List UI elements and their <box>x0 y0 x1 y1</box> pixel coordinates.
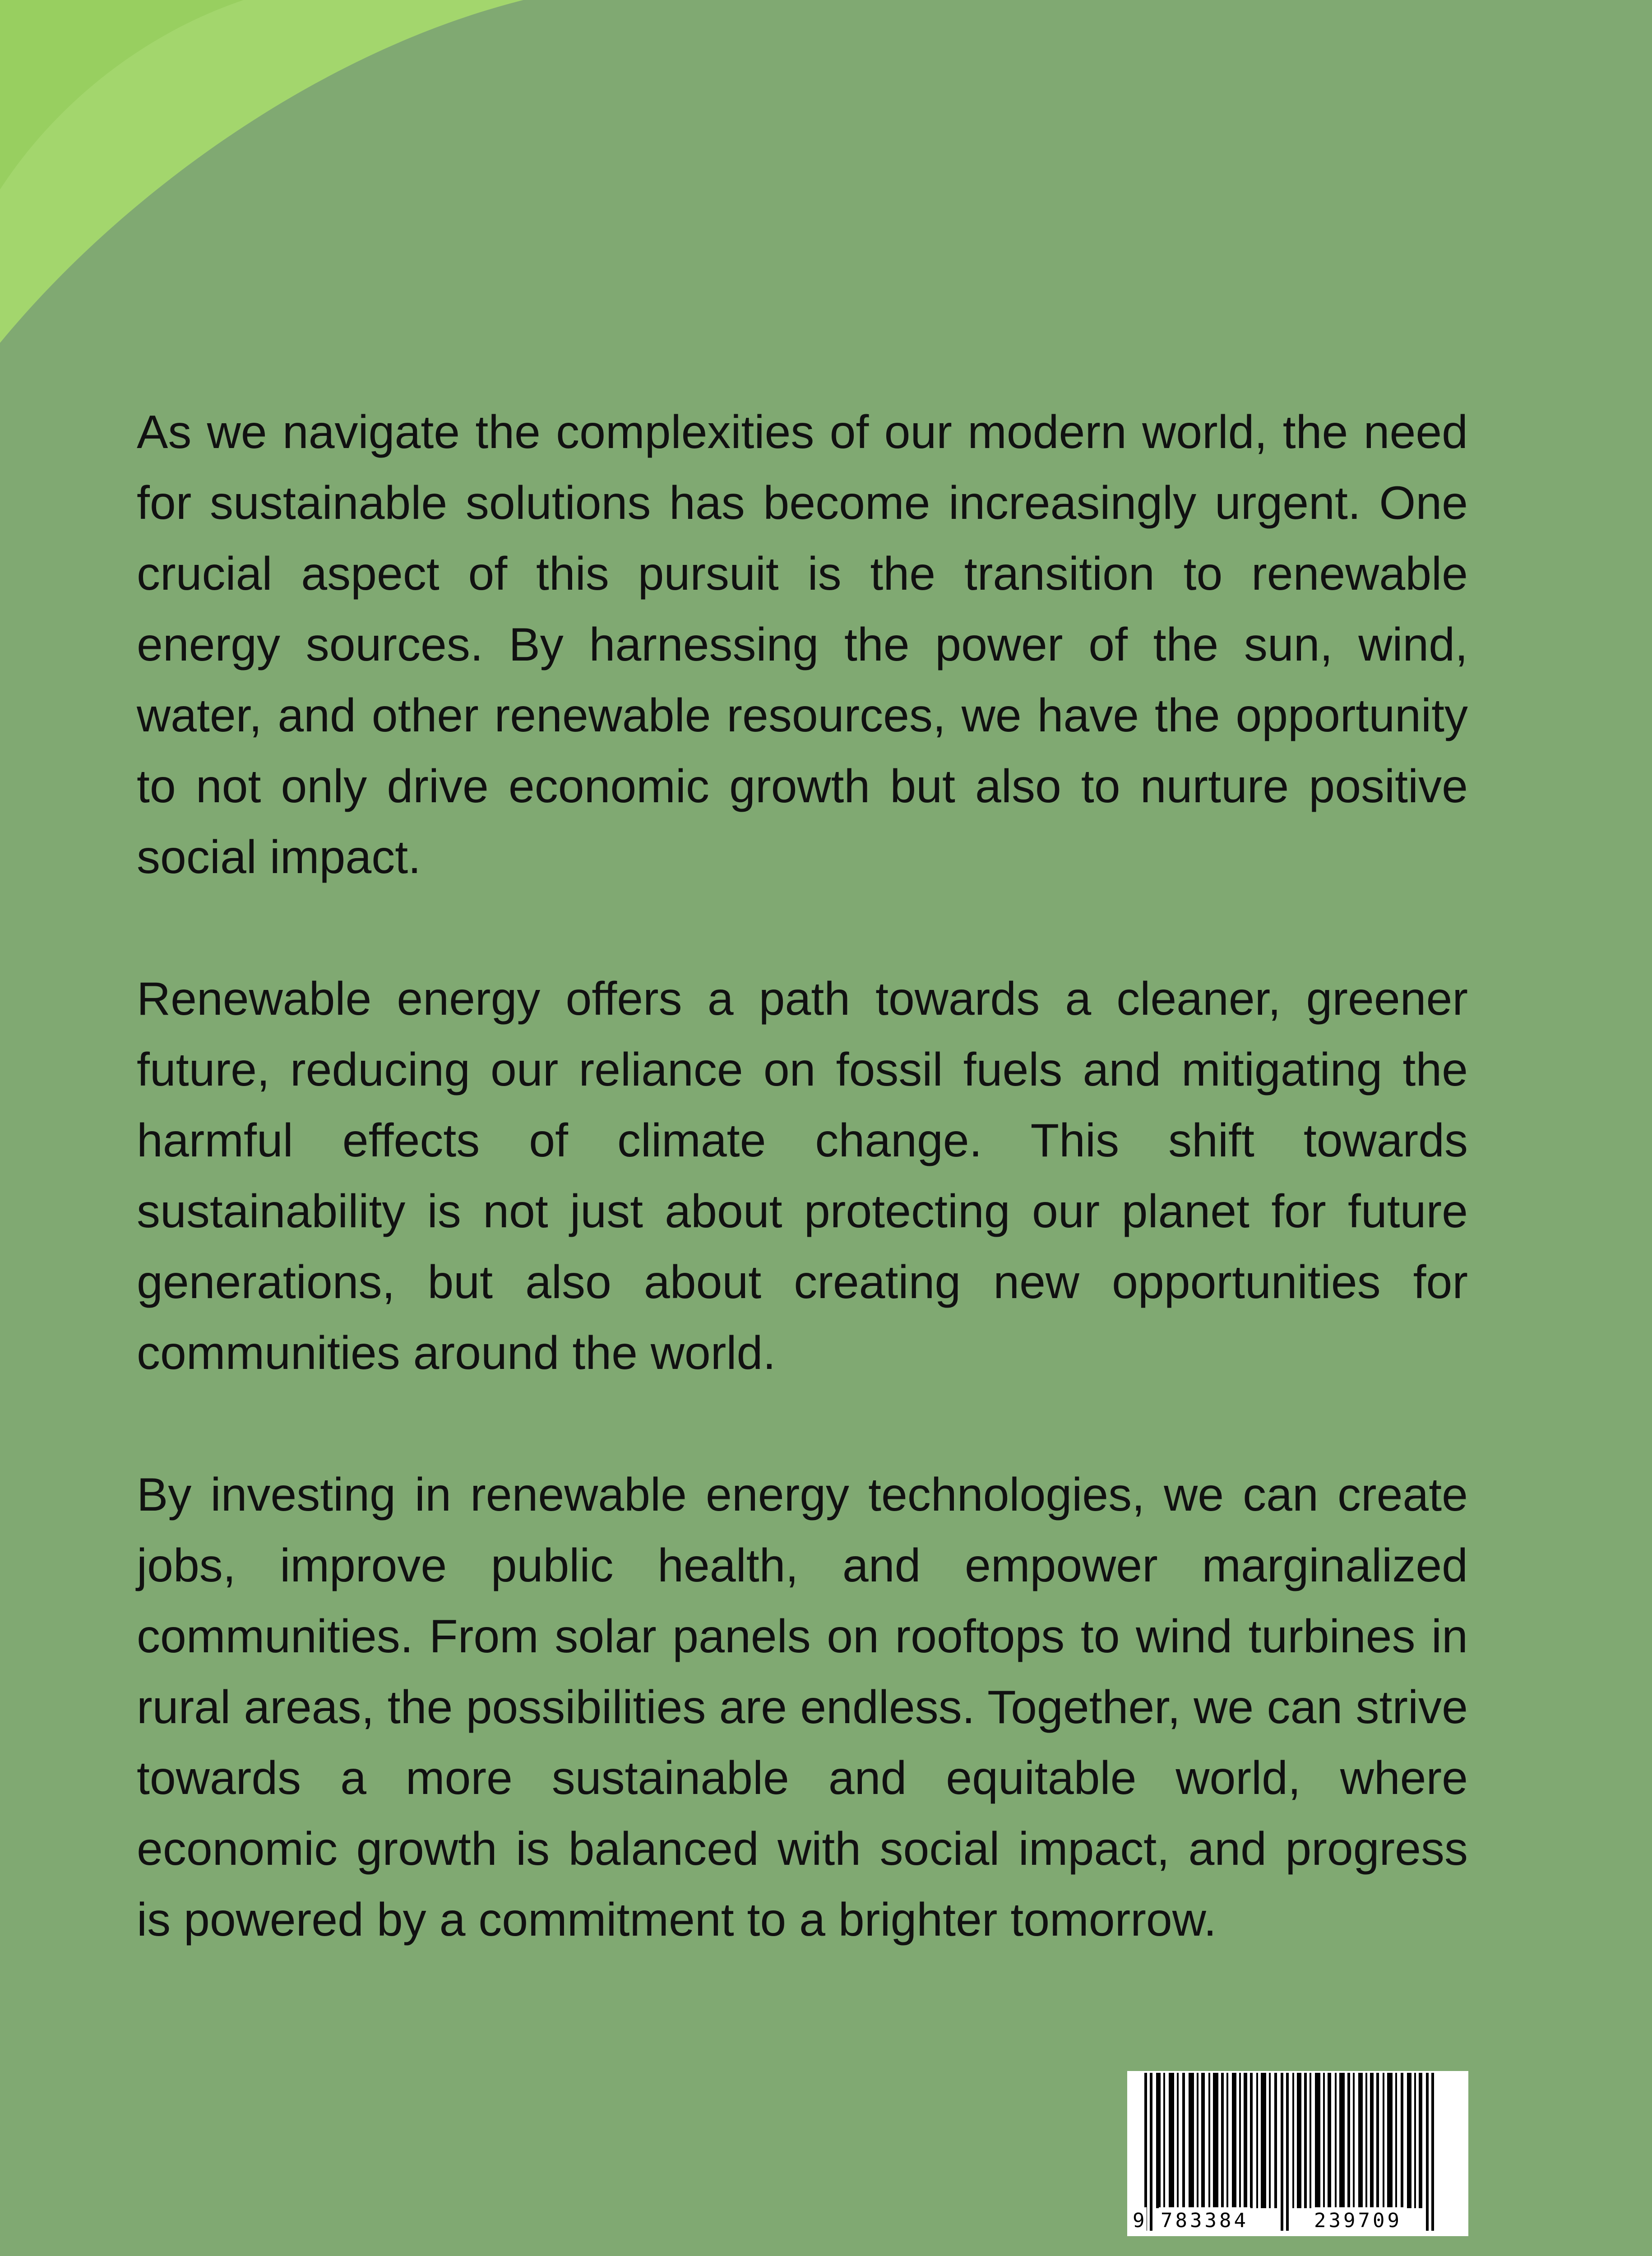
blurb-paragraph-3: By investing in renewable energy technologies, we can create jobs, improve public health, and empower marginalized communities. From solar panels on rooftops to wind turbines in rural areas, the possibilities are endless. Together, we can strive towards a more sustainable and equitable world, where economic growth is balanced with social impact, and progress is powered by a commitment to a brighter tomorrow. <box>137 1469 1468 1946</box>
barcode-left-group: 783384 <box>1159 2207 1250 2234</box>
corner-swoosh-decoration <box>0 0 541 361</box>
isbn-barcode <box>1127 2071 1468 2236</box>
barcode-first-digit: 9 <box>1131 2207 1147 2234</box>
back-cover-blurb <box>137 397 1468 1956</box>
barcode-digits <box>1127 2207 1468 2234</box>
barcode-right-group: 239709 <box>1312 2207 1404 2234</box>
blurb-paragraph-1: As we navigate the complexities of our modern world, the need for sustainable solutions has become increasingly urgent. One crucial aspect of this pursuit is the transition to renewable energy sources. By harnessing the power of the sun, wind, water, and other renewable resources, we have the opportunity to not only drive economic growth but also to nurture positive social impact. <box>137 406 1468 883</box>
blurb-paragraph-2: Renewable energy offers a path towards a cleaner, greener future, reducing our reliance on fossil fuels and mitigating the harmful effects of climate change. This shift towards sustainability is not just about protecting our planet for future generations, but also about creating new opportunities for communities around the world. <box>137 973 1468 1379</box>
